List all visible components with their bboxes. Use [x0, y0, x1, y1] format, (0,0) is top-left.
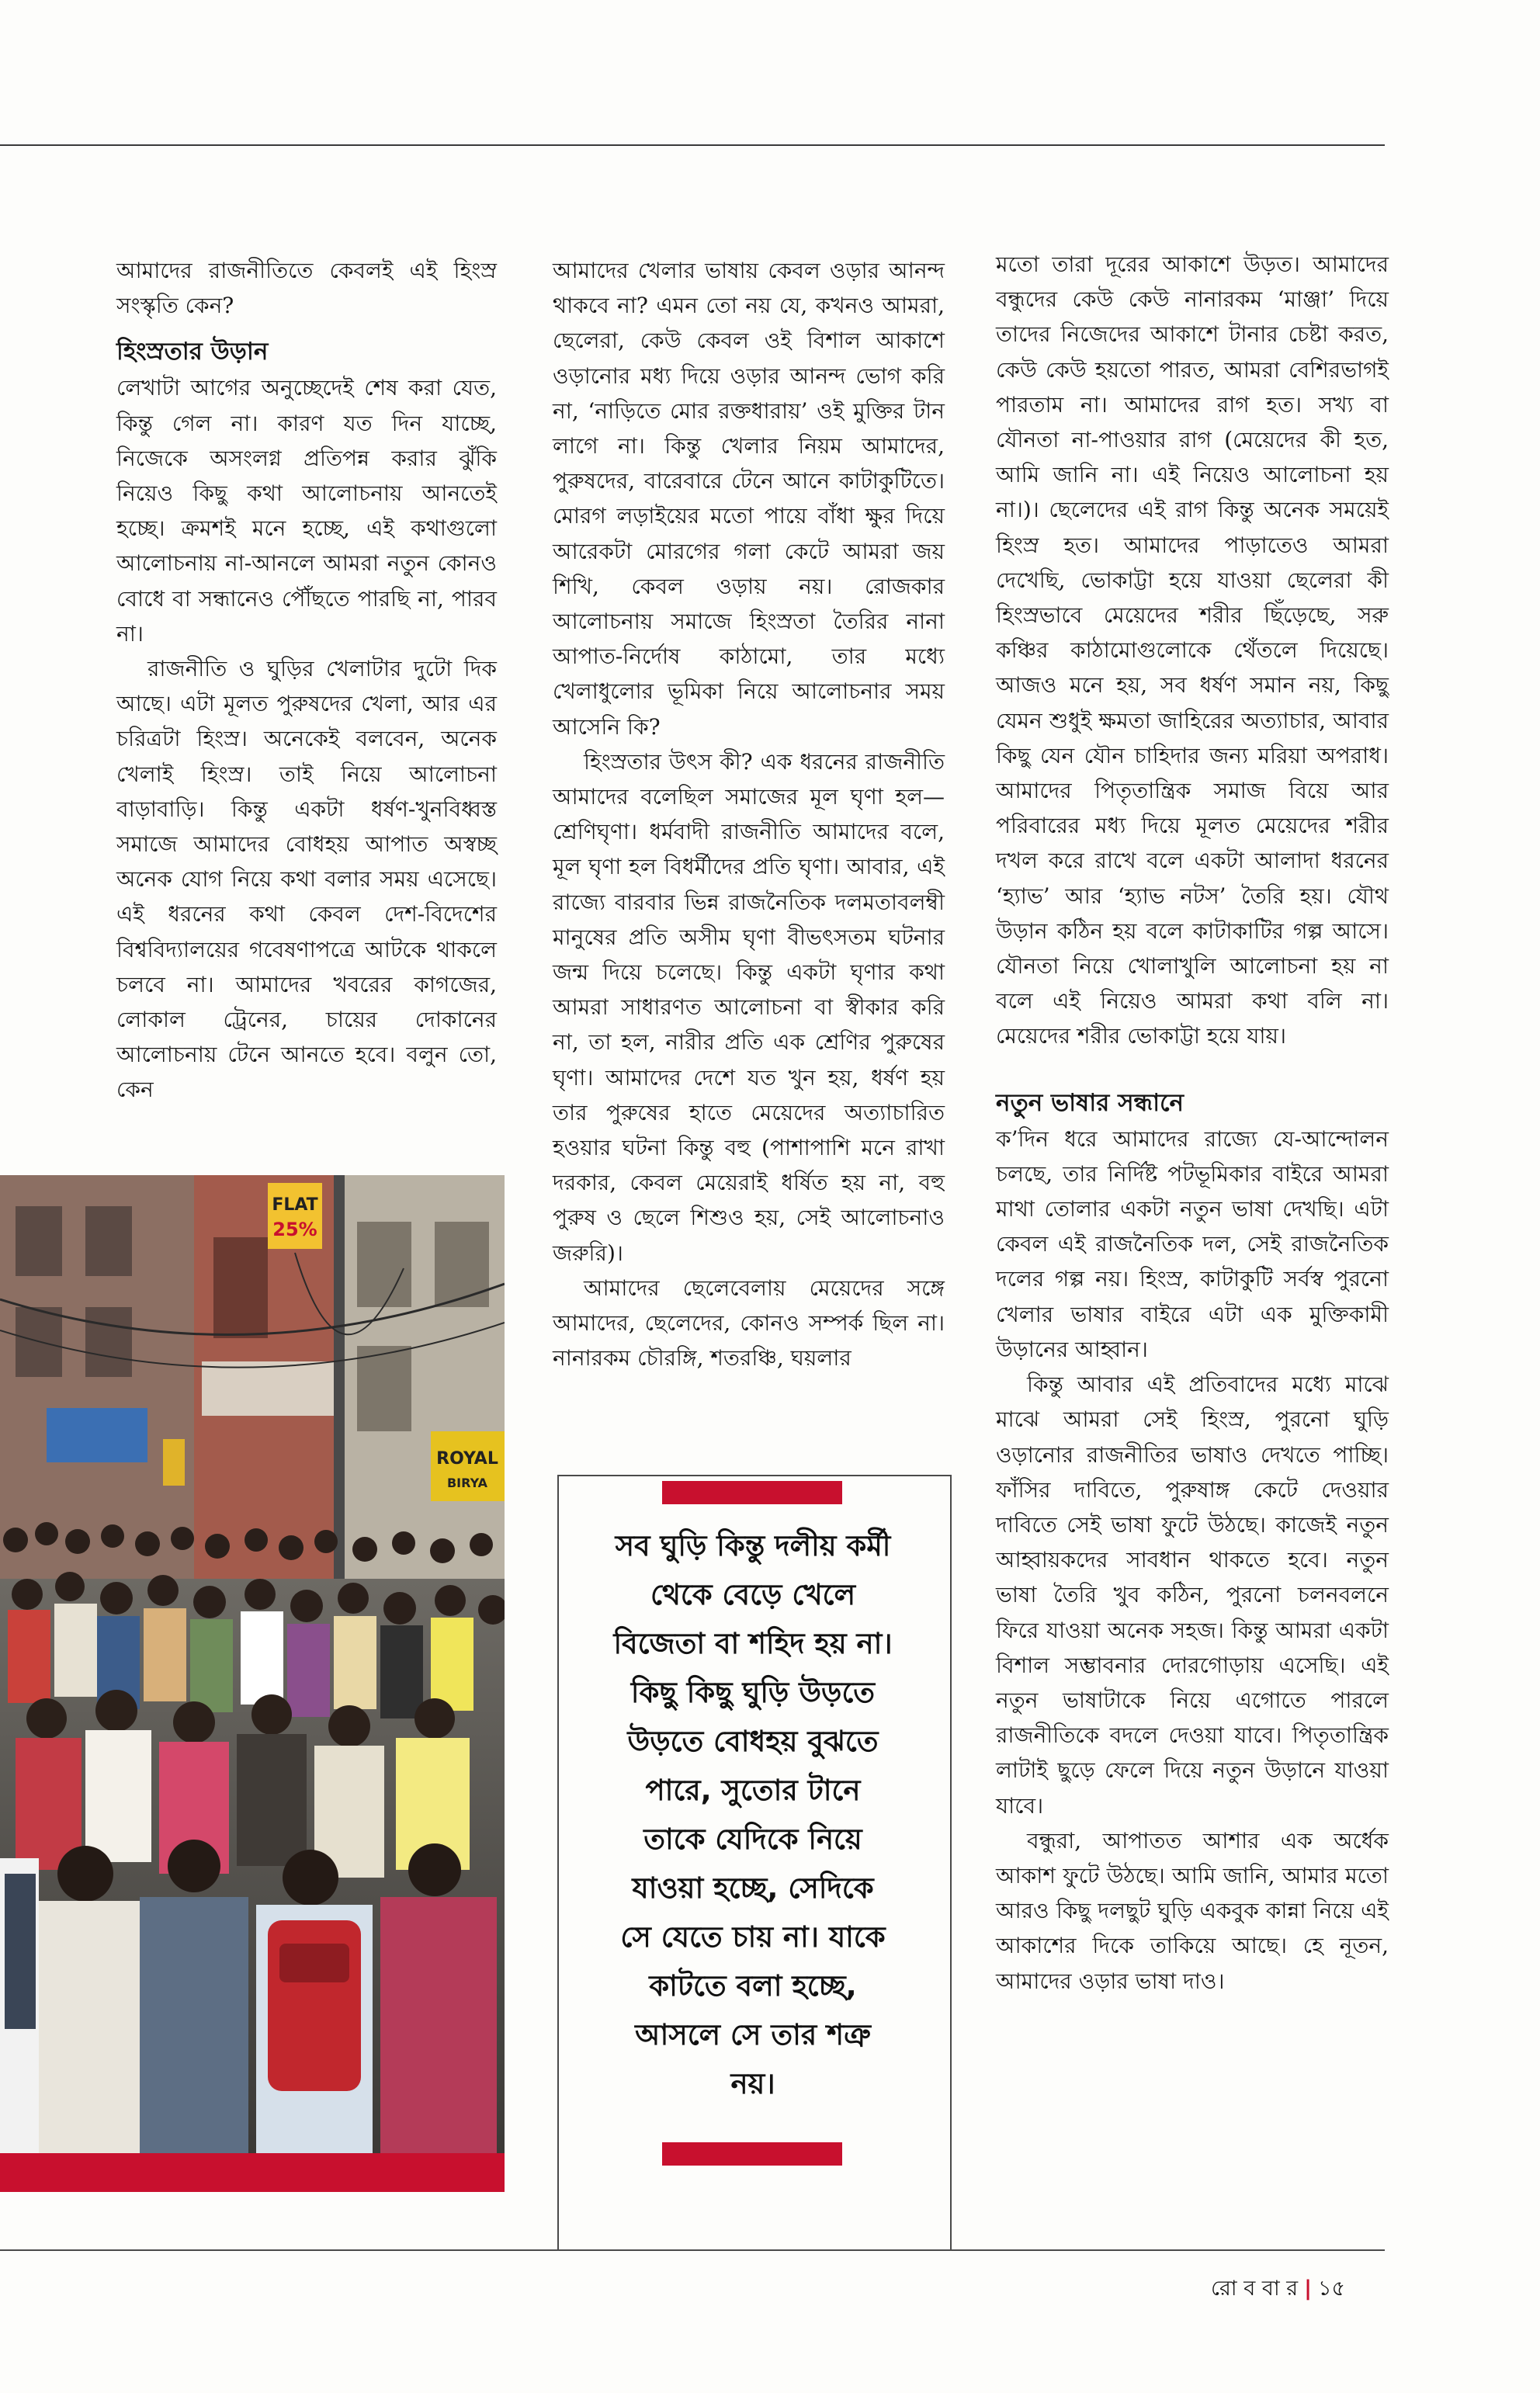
column-3-paragraph-1: মতো তারা দূরের আকাশে উড়ত। আমাদের বন্ধুদের কেউ কেউ নানারকম ‘মাঞ্জা’ দিয়ে তাদের নিজেদের আকাশে টানার চেষ্টা করত, কেউ কেউ হয়তো পারত, আমরা বেশিরভাগই পারতাম না। আমাদের রাগ হত। সখ্য বা যৌনতা না-পাওয়ার রাগ (মেয়েদের কী হত, আমি জানি না। এই নিয়েও আলোচনা হয় না।)। ছেলেদের এই রাগ কিন্তু অনেক সময়েই হিংস্র হত। আমাদের পাড়াতেও আমরা দেখেছি, ভোকাট্টা হয়ে যাওয়া ছেলেরা কী হিংস্রভাবে মেয়েদের শরীর ছিঁড়েছে, সরু কঞ্চির কাঠামোগুলোকে থেঁতলে দিয়েছে। আজও মনে হয়, সব ধর্ষণ সমান নয়, কিছু যেমন শুধুই ক্ষমতা জাহিরের অত্যাচার, আবার কিছু যেন যৌন চাহিদার জন্য মরিয়া অপরাধ। আমাদের পিতৃতান্ত্রিক সমাজ বিয়ে আর পরিবারের মধ্য দিয়ে মূলত মেয়েদের শরীর দখল করে রাখে বলে একটা আলাদা ধরনের ‘হ্যাভ’ আর ‘হ্যাভ নটস’ তৈরি হয়। যৌথ উড়ান কঠিন হয় বলে কাটাকাটির গল্প আসে। যৌনতা নিয়ে খোলাখুলি আলোচনা হয় না বলে এই নিয়েও আমরা কথা বলি না। মেয়েদের শরীর ভোকাট্টা হয়ে যায়।: [996, 251, 1389, 1049]
publication-name: রো ব বা র: [1211, 2277, 1299, 2301]
page-footer: [1211, 2273, 1345, 2308]
photo-caption-bar: [0, 2153, 505, 2192]
column-1-paragraph-2: রাজনীতি ও ঘুড়ির খেলাটার দুটো দিক আছে। এটা মূলত পুরুষদের খেলা, আর এর চরিত্রটা হিংস্র। অনেকেই বলবেন, অনেক খেলাই হিংস্র। তাই নিয়ে আলোচনা বাড়াবাড়ি। কিন্তু একটা ধর্ষণ-খুনবিধ্বস্ত সমাজে আমাদের বোধহয় আপাত অস্বচ্ছ অনেক যোগ নিয়ে কথা বলার সময় এসেছে। এই ধরনের কথা কেবল দেশ-বিদেশের বিশ্ববিদ্যালয়ের গবেষণাপত্রে আটকে থাকলে চলবে না। আমাদের খবরের কাগজের, লোকাল ট্রেনের, চায়ের দোকানের আলোচনায় টেনে আনতে হবে। বলুন তো, কেন: [116, 656, 497, 1103]
column-divider-right: [950, 1475, 952, 2251]
page-number: ১৫: [1318, 2277, 1346, 2301]
column-2-paragraph-3: আমাদের ছেলেবেলায় মেয়েদের সঙ্গে আমাদের, ছেলেদের, কোনও সম্পর্ক ছিল না। নানারকম চৌরঙ্গি, শতরঞ্চি, ঘয়লার: [553, 1275, 945, 1372]
section-heading-violence-flight: হিংস্রতার উড়ান: [116, 338, 269, 366]
article-column-2: [553, 253, 945, 1376]
pullquote-box-left: [557, 1475, 559, 2251]
column-2-paragraph-1: আমাদের খেলার ভাষায় কেবল ওড়ার আনন্দ থাকবে না? এমন তো নয় যে, কখনও আমরা, ছেলেরা, কেউ কেবল ওই বিশাল আকাশে ওড়ানোর মধ্য দিয়ে ওড়ার আনন্দ ভোগ করি না, ‘নাড়িতে মোর রক্তধারায়’ ওই মুক্তির টান লাগে না। কিন্তু খেলার নিয়ম আমাদের, পুরুষদের, বারেবারে টেনে আনে কাটাকুটিতে। মোরগ লড়াইয়ের মতো পায়ে বাঁধা ক্ষুর দিয়ে আরেকটা মোরগের গলা কেটে আমরা জয় শিখি, কেবল ওড়ায় নয়। রোজকার আলোচনায় সমাজে হিংস্রতা তৈরির নানা আপাত-নির্দোষ কাঠামো, তার মধ্যে খেলাধুলোর ভূমিকা নিয়ে আলোচনার সময় আসেনি কি?: [553, 258, 945, 740]
sign-royal: ROYAL: [436, 1449, 498, 1469]
column-1-paragraph-1: লেখাটা আগের অনুচ্ছেদেই শেষ করা যেত, কিন্তু গেল না। কারণ যত দিন যাচ্ছে, নিজেকে অসংলগ্ন প্রতিপন্ন করার ঝুঁকি নিয়েও কিছু কথা আলোচনায় আনতেই হচ্ছে। ক্রমশই মনে হচ্ছে, এই কথাগুলো আলোচনায় না-আনলে আমরা নতুন কোনও বোধে বা সন্ধানেও পৌঁছতে পারছি না, পারব না।: [116, 375, 497, 647]
bottom-rule: [0, 2249, 1385, 2251]
pullquote-box-top: [557, 1475, 952, 1476]
top-rule: [0, 144, 1385, 146]
sign-percent: 25%: [272, 1219, 317, 1240]
pullquote: সব ঘুড়ি কিন্তু দলীয় কর্মী থেকে বেড়ে খেলে বিজেতা বা শহিদ হয় না। কিছু কিছু ঘুড়ি উড়তে উড়তে বোধহয় বুঝতে পারে, সুতোর টানে তাকে যেদিকে নিয়ে যাওয়া হচ্ছে, সেদিকে সে যেতে চায় না। যাকে কাটতে বলা হচ্ছে, আসলে সে তার শত্রু নয়।: [613, 1529, 893, 2100]
column-2-paragraph-2: হিংস্রতার উৎস কী? এক ধরনের রাজনীতি আমাদের বলেছিল সমাজের মূল ঘৃণা হল— শ্রেণিঘৃণা। ধর্মবাদী রাজনীতি আমাদের বলে, মূল ঘৃণা হল বিধর্মীদের প্রতি ঘৃণা। আবার, এই রাজ্যে বারবার ভিন্ন রাজনৈতিক দলমতাবলম্বী মানুষের প্রতি অসীম ঘৃণা বীভৎসতম ঘটনার জন্ম দিয়ে চলেছে। কিন্তু একটা ঘৃণার কথা আমরা সাধারণত আলোচনা বা স্বীকার করি না, তা হল, নারীর প্রতি এক শ্রেণির পুরুষের ঘৃণা। আমাদের দেশে যত খুন হয়, ধর্ষণ হয় তার পুরুষের হাতে মেয়েদের অত্যাচারিত হওয়ার ঘটনা কিন্তু বহু (পাশাপাশি মনে রাখা দরকার, কেবল মেয়েরাই ধর্ষিত হয় না, বহু পুরুষ ও ছেলে শিশুও হয়, সেই আলোচনাও জরুরি)।: [553, 748, 945, 1266]
pullquote-bottom-bar: [662, 2142, 842, 2166]
protest-crowd-photo: [0, 1175, 505, 2153]
column-3-paragraph-2: ক’দিন ধরে আমাদের রাজ্যে যে-আন্দোলন চলছে, তার নির্দিষ্ট পটভূমিকার বাইরে আমরা মাথা তোলার একটা নতুন ভাষা দেখছি। এটা কেবল এই রাজনৈতিক দল, সেই রাজনৈতিক দলের গল্প নয়। হিংস্র, কাটাকুটি সর্বস্ব পুরনো খেলার ভাষার বাইরে এটা এক মুক্তিকামী উড়ানের আহ্বান।: [996, 1125, 1389, 1362]
sign-biryani: BIRYA: [446, 1476, 488, 1490]
article-column-3: [996, 247, 1389, 1999]
article-column-1: [116, 253, 497, 1108]
pullquote-top-bar: [662, 1481, 842, 1504]
column-3-paragraph-3: কিন্তু আবার এই প্রতিবাদের মধ্যে মাঝে মাঝে আমরা সেই হিংস্র, পুরনো ঘুড়ি ওড়ানোর রাজনীতির ভাষাও দেখতে পাচ্ছি। ফাঁসির দাবিতে, পুরুষাঙ্গ কেটে দেওয়ার দাবিতে সেই ভাষা ফুটে উঠছে। কাজেই নতুন আহ্বায়কদের সাবধান থাকতে হবে। নতুন ভাষা তৈরি খুব কঠিন, পুরনো চলনবলনে ফিরে যাওয়া অনেক সহজ। কিন্তু আমরা একটা বিশাল সম্ভাবনার দোরগোড়ায় এসেছি। এই নতুন ভাষাটাকে নিয়ে এগোতে পারলে রাজনীতিকে বদলে দেওয়া যাবে। পিতৃতান্ত্রিক লাটাই ছুড়ে ফেলে দিয়ে নতুন উড়ানে যাওয়া যাবে।: [996, 1372, 1389, 1819]
column-1-intro: আমাদের রাজনীতিতে কেবলই এই হিংস্র সংস্কৃতি কেন?: [116, 258, 497, 319]
sign-flat: FLAT: [272, 1195, 318, 1215]
footer-separator: |: [1304, 2277, 1312, 2301]
column-3-paragraph-4: বন্ধুরা, আপাতত আশার এক অর্ধেক আকাশ ফুটে উঠছে। আমি জানি, আমার মতো আরও কিছু দলছুট ঘুড়ি একবুক কান্না নিয়ে এই আকাশের দিকে তাকিয়ে আছে। হে নূতন, আমাদের ওড়ার ভাষা দাও।: [996, 1827, 1389, 1994]
section-heading-new-language: নতুন ভাষার সন্ধানে: [996, 1088, 1184, 1117]
